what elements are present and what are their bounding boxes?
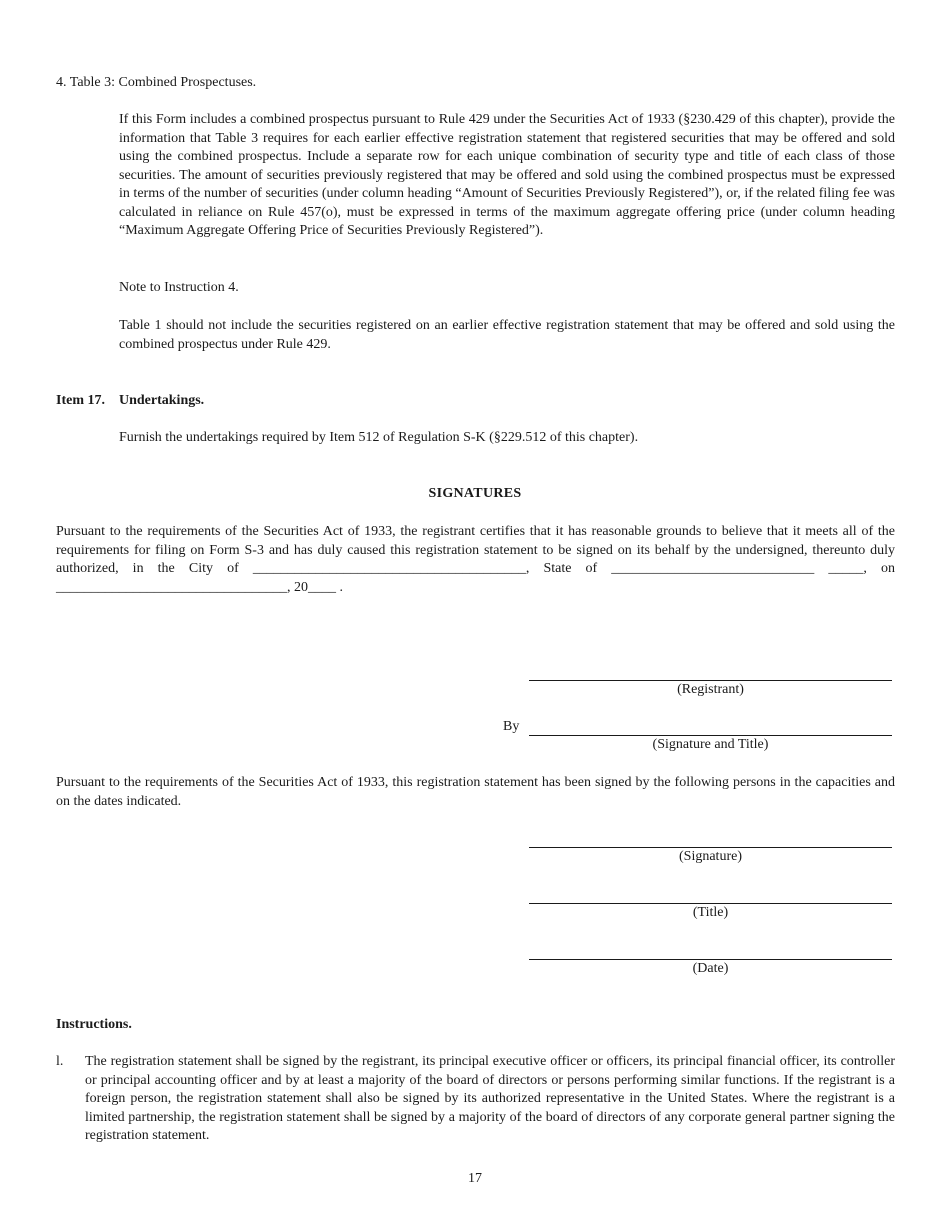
title-label: (Title) xyxy=(692,905,729,920)
by-label: By xyxy=(503,719,520,734)
registrant-label: (Registrant) xyxy=(677,682,744,697)
note-text: Table 1 should not include the securities registered on an earlier effective registration statement that may be offered and sold using the combined prospectus under Rule 429. xyxy=(119,318,895,352)
date-label: (Date) xyxy=(692,961,729,976)
item-17-number: Item 17. xyxy=(56,393,105,408)
signatures-paragraph-1: Pursuant to the requirements of the Securities Act of 1933, the registrant certifies that it has reasonable grounds to believe that it meets all of the requirements for filing on Form S-3 and has duly caused this registration statement to be signed on its behalf by the undersigned, thereunto duly authorized, in the City of _______________________________________, State of _____________________________ _____, on _________________________________, 20____ . xyxy=(56,524,895,595)
signature-and-title-label: (Signature and Title) xyxy=(652,737,769,752)
page-number: 17 xyxy=(468,1171,482,1186)
instruction-1-number: l. xyxy=(56,1054,64,1069)
signatures-paragraph-2: Pursuant to the requirements of the Securities Act of 1933, this registration statement has been signed by the following persons in the capacities and on the dates indicated. xyxy=(56,775,895,809)
signature-label: (Signature) xyxy=(679,849,742,864)
instruction-1-text: The registration statement shall be signed by the registrant, its principal executive officer or officers, its principal financial officer, its controller or principal accounting officer and by at least a majority of the board of directors or persons performing similar functions. If the registrant is a foreign person, the registration statement shall also be signed by its authorized representative in the United States. Where the registrant is a limited partnership, the registration statement shall be signed by a majority of the board of directors of any corporate general partner signing the registration statement. xyxy=(85,1054,895,1143)
item-17-title: Undertakings. xyxy=(119,393,205,408)
section-4-paragraph: If this Form includes a combined prospectus pursuant to Rule 429 under the Securities Act of 1933 (§230.429 of this chapter), provide the information that Table 3 requires for each earlier effective registration statement that registered securities that may be offered and sold using the combined prospectus. Include a separate row for each unique combination of security type and title of each class of those securities. The amount of securities previously registered that may be offered and sold using the combined prospectus must be expressed in terms of the number of securities (under column heading “Amount of Securities Previously Registered”), or, if the related filing fee was calculated in reliance on Rule 457(o), must be expressed in terms of the maximum aggregate offering price (under column heading “Maximum Aggregate Offering Price of Securities Previously Registered”). xyxy=(119,112,895,238)
signatures-title: SIGNATURES xyxy=(428,486,522,501)
note-heading: Note to Instruction 4. xyxy=(119,280,239,295)
instructions-heading: Instructions. xyxy=(56,1017,132,1032)
section-4-heading: 4. Table 3: Combined Prospectuses. xyxy=(56,75,257,90)
item-17-text: Furnish the undertakings required by Item 512 of Regulation S-K (§229.512 of this chapter). xyxy=(119,430,639,445)
